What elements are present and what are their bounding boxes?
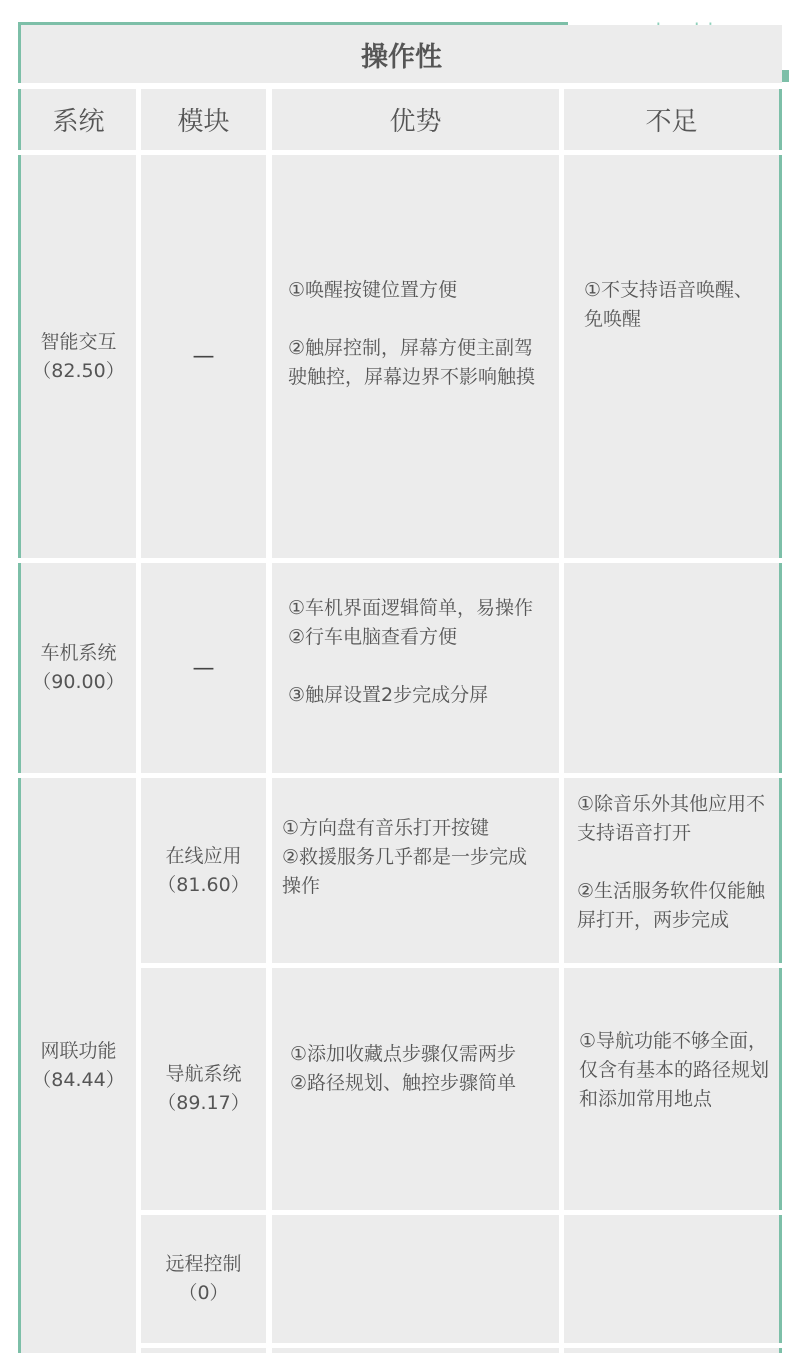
disadvantages-cell-navigation — [564, 968, 782, 1210]
advantage-item: ②救援服务几乎都是一步完成操作 — [282, 846, 528, 897]
system-score: （90.00） — [32, 671, 125, 693]
advantage-item: ①方向盘有音乐打开按键 — [282, 817, 490, 839]
disadvantages-cell-smart-interaction — [564, 155, 782, 558]
advantage-item: ①车机界面逻辑简单，易操作 — [288, 597, 534, 619]
module-cell-smart-interaction — [141, 155, 266, 558]
module-cell-online-apps — [141, 778, 266, 963]
system-score: （82.50） — [32, 359, 125, 382]
advantage-item: ①添加收藏点步骤仅需两步 — [290, 1043, 517, 1065]
module-cell-remote-control — [141, 1215, 266, 1343]
system-name: 网联功能 — [40, 1039, 117, 1062]
module-name: 导航系统 — [165, 1063, 242, 1085]
table-title: 操作性 — [18, 25, 782, 83]
disadvantage-item: ②生活服务软件仅能触屏打开，两步完成 — [577, 880, 766, 931]
disadvantage-item: ①不支持语音唤醒、免唤醒 — [584, 279, 754, 330]
system-name: 车机系统 — [40, 642, 117, 664]
next-row-advantages — [272, 1348, 559, 1353]
advantage-item: ③触屏设置2步完成分屏 — [288, 684, 489, 706]
advantages-cell-navigation — [272, 968, 559, 1210]
advantages-cell-smart-interaction — [272, 155, 559, 558]
header-disadvantages: 不足 — [564, 89, 782, 150]
advantage-item: ②触屏控制，屏幕方便主副驾驶触控，屏幕边界不影响触摸 — [288, 337, 536, 388]
system-cell-smart-interaction — [18, 155, 136, 558]
advantages-cell-remote-control — [272, 1215, 559, 1343]
next-row-module — [141, 1348, 266, 1353]
advantages-cell-infotainment — [272, 563, 559, 773]
disadvantages-cell-remote-control — [564, 1215, 782, 1343]
system-cell-connected — [18, 778, 136, 1353]
disadvantage-item: ①导航功能不够全面，仅含有基本的路径规划和添加常用地点 — [579, 1030, 770, 1110]
module-score: （0） — [178, 1282, 229, 1304]
module-score: （81.60） — [157, 873, 250, 896]
module-cell-infotainment — [141, 563, 266, 773]
header-advantages: 优势 — [272, 89, 559, 150]
advantage-item: ②行车电脑查看方便 — [288, 626, 458, 648]
system-cell-infotainment — [18, 563, 136, 773]
module-score: （89.17） — [157, 1092, 250, 1114]
system-score: （84.44） — [32, 1068, 125, 1091]
header-module: 模块 — [141, 89, 266, 150]
disadvantages-cell-online-apps — [564, 778, 782, 963]
module-name: 远程控制 — [165, 1253, 242, 1275]
disadvantages-cell-infotainment — [564, 563, 782, 773]
advantages-cell-online-apps — [272, 778, 559, 963]
module-dash: — — [192, 344, 215, 369]
module-cell-navigation — [141, 968, 266, 1210]
advantage-item: ①唤醒按键位置方便 — [288, 279, 458, 301]
advantage-item: ②路径规划、触控步骤简单 — [290, 1072, 517, 1094]
next-row-disadvantages — [564, 1348, 782, 1353]
system-name: 智能交互 — [40, 330, 117, 353]
module-name: 在线应用 — [165, 844, 242, 867]
module-dash: — — [192, 655, 215, 681]
header-system: 系统 — [18, 89, 136, 150]
disadvantage-item: ①除音乐外其他应用不支持语音打开 — [577, 793, 766, 844]
